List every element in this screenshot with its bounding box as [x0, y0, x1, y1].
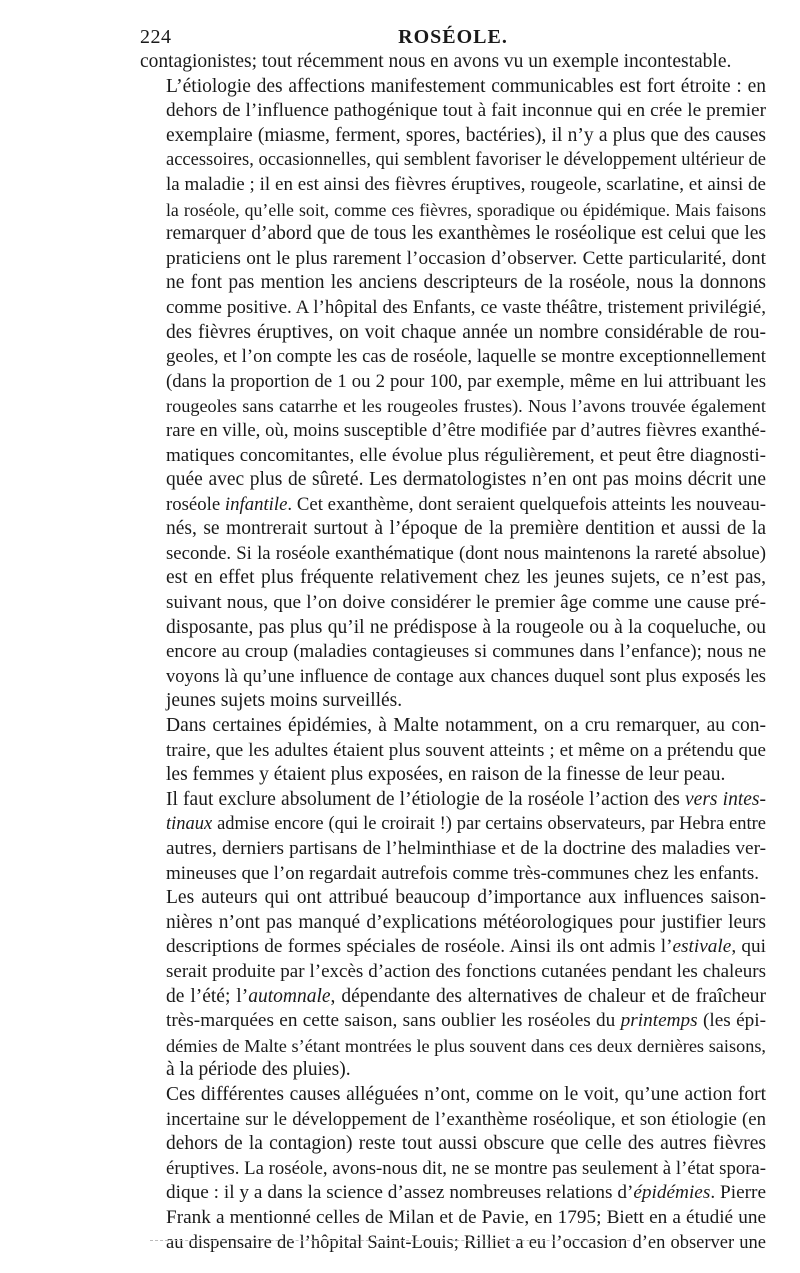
text-line	[140, 1034, 766, 1059]
text-line	[140, 1132, 766, 1157]
text-line	[140, 394, 766, 419]
text-run: éruptives. La roséole, avons-nous dit, ne se montre pas seulement à l’état spora-	[166, 1157, 766, 1179]
text-line	[140, 50, 766, 75]
text-line	[140, 1083, 766, 1108]
text-run: voyons là qu’une influence de contage aux chances duquel sont plus exposés les	[166, 666, 766, 687]
text-run: exemplaire (miasme, ferment, spores, bactéries), il n’y a plus que des causes	[166, 124, 766, 146]
text-run: dehors de l’influence pathogénique tout à fait inconnue qui en crée le premier	[166, 100, 766, 122]
paragraph	[140, 75, 766, 714]
text-line	[140, 271, 766, 296]
text-line	[140, 640, 766, 665]
text-run: Ces différentes causes alléguées n’ont, comme on le voit, qu’une action fort	[166, 1083, 766, 1105]
paragraph	[140, 788, 766, 886]
page-number: 224	[140, 26, 172, 48]
text-line	[140, 468, 766, 493]
text-line	[140, 1181, 766, 1206]
text-line	[140, 444, 766, 469]
text-run: au dispensaire de l’hôpital Saint-Louis; Rilliet a eu l’occasion d’en observer une	[166, 1232, 766, 1253]
text-run: à la période des pluies).	[166, 1059, 351, 1081]
text-run: nières n’ont pas manqué d’explications météorologiques pour justifier leurs	[166, 911, 766, 933]
text-line	[140, 665, 766, 690]
text-run: nés, se montrerait surtout à l’époque de la première dentition et aussi de la	[166, 518, 766, 540]
italic-run: vers intes-	[685, 788, 766, 810]
text-line	[140, 247, 766, 272]
text-line	[140, 689, 766, 714]
italic-run: printemps	[620, 1010, 698, 1032]
text-line	[140, 542, 766, 567]
text-line	[140, 837, 766, 862]
text-run: L’étiologie des affections manifestement communicables est fort étroite : en	[166, 75, 766, 97]
text-run: encore au croup (maladies contagieuses si communes dans l’enfance); nous ne	[166, 641, 766, 663]
text-line	[140, 493, 766, 518]
text-run: (dans la proportion de 1 ou 2 pour 100, par exemple, même en lui attribuant les	[166, 370, 766, 392]
text-line	[140, 1108, 766, 1133]
text-line	[140, 517, 766, 542]
italic-run: automnale	[248, 985, 331, 1007]
text-line	[140, 1009, 766, 1034]
text-run: comme positive. A l’hôpital des Enfants, ce vaste théâtre, tristement privilégié,	[166, 296, 766, 318]
text-run: ne font pas mention les anciens descripteurs de la roséole, nous la donnons	[166, 272, 766, 294]
text-line	[140, 763, 766, 788]
text-line	[140, 148, 766, 173]
text-run: très-marquées en cette saison, sans oublier les roséoles du	[166, 1010, 621, 1032]
text-line	[140, 1206, 766, 1231]
text-run: disposante, pas plus qu’il ne prédispose à la rougeole ou à la coqueluche, ou	[166, 616, 766, 638]
text-run: Dans certaines épidémies, à Malte notamment, on a cru remarquer, au con-	[166, 715, 766, 737]
text-run: contagionistes; tout récemment nous en avons vu un exemple incontestable.	[140, 51, 732, 72]
italic-run: infantile	[224, 493, 288, 515]
text-line	[140, 1058, 766, 1083]
text-line	[140, 886, 766, 911]
text-line	[140, 714, 766, 739]
text-line	[140, 788, 766, 813]
text-run: accessoires, occasionnelles, qui semblent favoriser le développement ultérieur de	[166, 150, 766, 171]
text-run: descriptions de formes spéciales de roséole. Ainsi ils ont admis l’	[166, 936, 673, 958]
text-line	[140, 321, 766, 346]
text-run: quée avec plus de sûreté. Les dermatologistes n’en ont pas moins décrit une	[166, 469, 766, 491]
text-line	[140, 296, 766, 321]
text-run: seconde. Si la roséole exanthématique (dont nous maintenons la rareté absolue)	[166, 542, 766, 564]
text-run: praticiens ont le plus rarement l’occasion d’observer. Cette particularité, dont	[166, 247, 766, 269]
text-line	[140, 960, 766, 985]
text-line	[140, 173, 766, 198]
text-run: (les épi-	[697, 1010, 766, 1032]
text-line	[140, 616, 766, 641]
text-run: dehors de la contagion) reste tout aussi obscure que celle des autres fièvres	[166, 1133, 766, 1155]
text-run: , qui	[731, 936, 766, 958]
text-line	[140, 566, 766, 591]
text-run: la maladie ; il en est ainsi des fièvres éruptives, rougeole, scarlatine, et ainsi de	[166, 173, 766, 195]
text-run: rougeoles sans catarrhe et les rougeoles frustes). Nous l’avons trouvée également	[166, 396, 766, 417]
text-run: suivant nous, que l’on doive considérer le premier âge comme une cause pré-	[166, 592, 766, 614]
text-run: Frank a mentionné celles de Milan et de Pavie, en 1795; Biett en a étudié une	[166, 1206, 766, 1228]
text-line	[140, 370, 766, 395]
running-title: ROSÉOLE.	[398, 26, 508, 48]
footer-rule	[150, 1240, 630, 1241]
text-line	[140, 935, 766, 960]
text-line	[140, 1157, 766, 1182]
text-run: remarquer d’abord que de tous les exanthèmes le roséolique est celui que les	[166, 223, 766, 245]
text-run: . Pierre	[710, 1182, 766, 1204]
text-line	[140, 75, 766, 100]
text-line	[140, 1231, 766, 1256]
text-run: serait produite par l’excès d’action des fonctions cutanées pendant les chaleurs	[166, 960, 766, 982]
text-line	[140, 911, 766, 936]
text-run: admise encore (qui le croirait !) par certains observateurs, par Hebra entre	[212, 814, 766, 835]
text-run: Les auteurs qui ont attribué beaucoup d’importance aux influences saison-	[166, 887, 766, 909]
text-line	[140, 198, 766, 223]
running-head	[140, 20, 766, 50]
paragraph	[140, 50, 766, 75]
text-line	[140, 345, 766, 370]
text-line	[140, 124, 766, 149]
text-run: matiques concomitantes, elle évolue plus régulièrement, et peut être diagnosti-	[166, 444, 766, 466]
italic-run: épidémies	[633, 1182, 711, 1204]
paragraph	[140, 1083, 766, 1255]
text-line	[140, 862, 766, 887]
text-line	[140, 419, 766, 444]
text-line	[140, 591, 766, 616]
text-run: démies de Malte s’étant montrées le plus souvent dans ces deux dernières saisons,	[166, 1035, 766, 1056]
text-run: les femmes y étaient plus exposées, en raison de la finesse de leur peau.	[166, 764, 726, 786]
text-line	[140, 739, 766, 764]
text-run: dique : il y a dans la science d’assez nombreuses relations d’	[166, 1182, 634, 1204]
italic-run: tinaux	[166, 814, 213, 835]
text-line	[140, 985, 766, 1010]
text-run: traire, que les adultes étaient plus souvent atteints ; et même on a prétendu que	[166, 739, 766, 761]
italic-run: estivale	[672, 936, 732, 958]
text-run: geoles, et l’on compte les cas de roséole, laquelle se montre exceptionnellement	[166, 346, 766, 368]
paragraph	[140, 714, 766, 788]
text-run: des fièvres éruptives, on voit chaque année un nombre considérable de rou-	[166, 321, 766, 343]
text-run: , dépendante des alternatives de chaleur et de fraîcheur	[330, 985, 766, 1007]
text-line	[140, 812, 766, 837]
text-run: jeunes sujets moins surveillés.	[166, 690, 403, 712]
body-text	[140, 50, 766, 1255]
text-run: autres, derniers partisans de l’helminthiase et de la doctrine des maladies ver-	[166, 838, 766, 859]
text-run: roséole	[166, 493, 225, 515]
text-run: mineuses que l’on regardait autrefois comme très-communes chez les enfants.	[166, 862, 760, 884]
text-run: est en effet plus fréquente relativement chez les jeunes sujets, ce n’est pas,	[166, 567, 766, 589]
paragraph	[140, 886, 766, 1083]
text-line	[140, 99, 766, 124]
text-line	[140, 222, 766, 247]
text-run: incertaine sur le développement de l’exanthème roséolique, et son étiologie (en	[166, 1108, 766, 1130]
text-run: Il faut exclure absolument de l’étiologie de la roséole l’action des	[166, 788, 686, 810]
text-run: rare en ville, où, moins susceptible d’être modifiée par d’autres fièvres exanthé-	[166, 419, 766, 441]
text-run: la roséole, qu’elle soit, comme ces fièvres, sporadique ou épidémique. Mais faisons	[166, 199, 766, 220]
text-run: . Cet exanthème, dont seraient quelquefois atteints les nouveau-	[287, 493, 766, 515]
text-run: de l’été; l’	[166, 985, 249, 1007]
